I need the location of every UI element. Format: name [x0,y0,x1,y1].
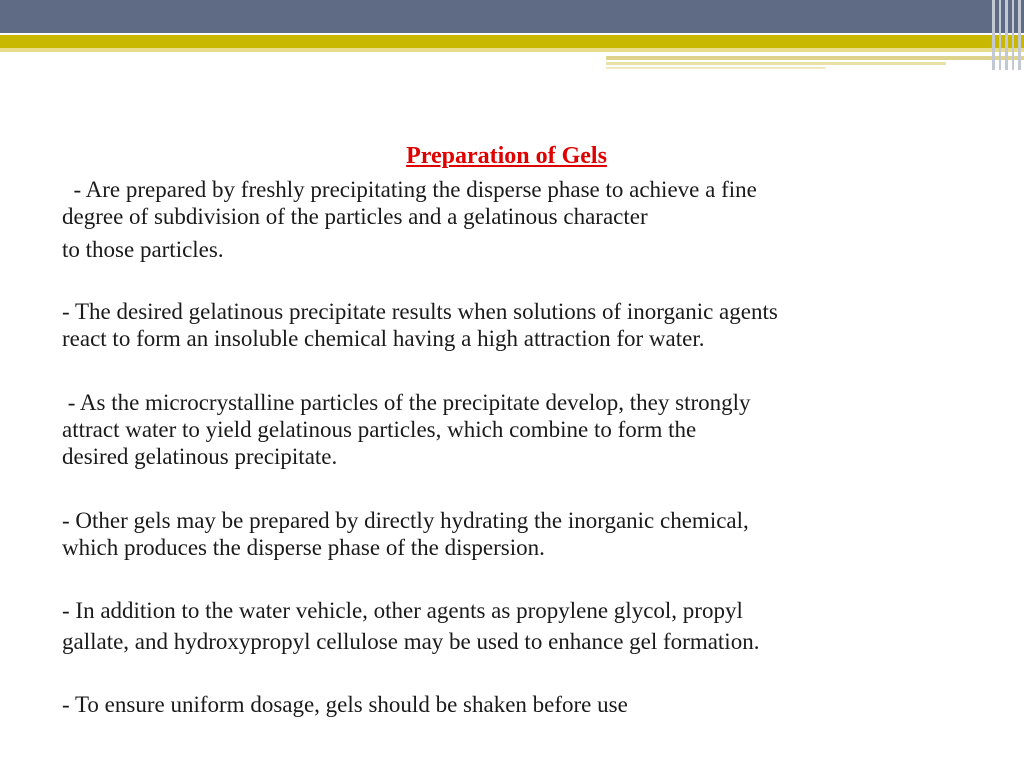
paragraph-line: to those particles. [62,237,224,262]
paragraph-line: - As the microcrystalline particles of the precipitate develop, they strongly [62,390,751,415]
paragraph-line: gallate, and hydroxypropyl cellulose may be used to enhance gel formation. [62,629,760,654]
paragraph-line: attract water to yield gelatinous particles, which combine to form the [62,417,697,442]
paragraph-line: - Other gels may be prepared by directly hydrating the inorganic chemical, [62,508,749,533]
header-gold-bar-light [0,48,1024,52]
paragraph-line: - Are prepared by freshly precipitating the disperse phase to achieve a fine [62,177,757,202]
header-gold-bar [0,35,1024,48]
bullet-paragraph [62,176,962,263]
paragraph-line: - In addition to the water vehicle, other agents as propylene glycol, propyl [62,598,743,623]
header-band [0,0,1024,33]
paragraph-line: react to form an insoluble chemical having a high attraction for water. [62,326,705,351]
header-accent-line [606,67,826,69]
header-accent-line [606,56,1024,60]
paragraph-line: degree of subdivision of the particles and a gelatinous character [62,204,648,229]
bullet-paragraph [62,597,962,655]
slide-title: Preparation of Gels [406,143,607,169]
paragraph-line: which produces the disperse phase of the dispersion. [62,535,545,560]
paragraph-line: - The desired gelatinous precipitate results when solutions of inorganic agents [62,299,778,324]
paragraph-line: desired gelatinous precipitate. [62,444,338,469]
bullet-paragraph [62,691,962,718]
paragraph-line: - To ensure uniform dosage, gels should be shaken before use [62,692,628,717]
bullet-paragraph [62,507,962,561]
bullet-paragraph [62,298,962,352]
header-accent-line [606,62,946,65]
header-stripes-decoration [990,0,1024,70]
bullet-paragraph [62,389,962,470]
